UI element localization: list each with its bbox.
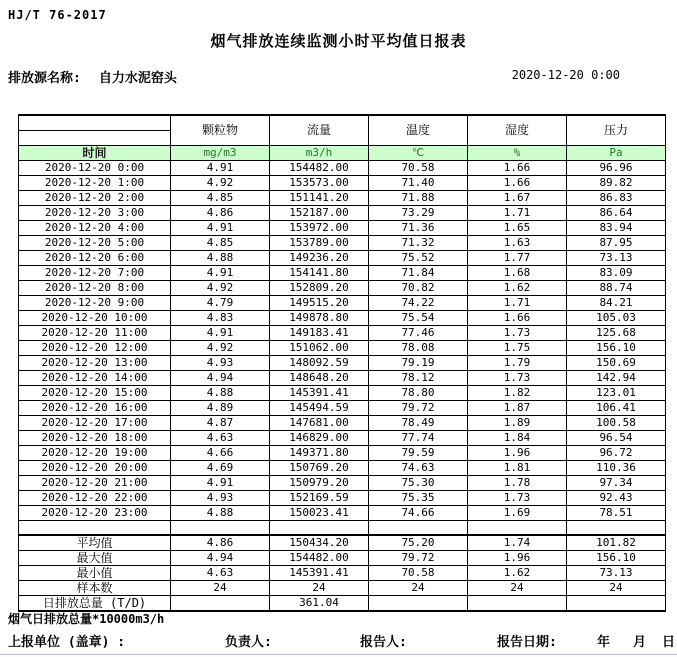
value-cell: 70.58 [369, 566, 468, 581]
value-cell: 1.65 [468, 221, 567, 236]
value-cell: 97.34 [567, 476, 666, 491]
summary-rows [19, 535, 666, 611]
value-cell: 145391.41 [270, 386, 369, 401]
table-row [19, 431, 666, 446]
spacer-cell [171, 521, 270, 536]
table-row [19, 371, 666, 386]
value-cell: 1.78 [468, 476, 567, 491]
value-cell: 1.82 [468, 386, 567, 401]
value-cell: 4.91 [171, 221, 270, 236]
value-cell: 105.03 [567, 311, 666, 326]
value-cell: 73.29 [369, 206, 468, 221]
time-cell: 2020-12-20 0:00 [19, 161, 171, 176]
value-cell: 154482.00 [270, 551, 369, 566]
value-cell: 4.92 [171, 281, 270, 296]
month-label: 月 [633, 635, 647, 650]
table-row [19, 266, 666, 281]
unit-cell-humidity: % [468, 146, 567, 161]
table-row [19, 251, 666, 266]
value-cell: 24 [369, 581, 468, 596]
value-cell: 4.85 [171, 236, 270, 251]
value-cell: 4.91 [171, 266, 270, 281]
table-row [19, 281, 666, 296]
value-cell: 4.66 [171, 446, 270, 461]
value-cell: 24 [270, 581, 369, 596]
value-cell: 123.01 [567, 386, 666, 401]
value-cell: 79.72 [369, 551, 468, 566]
value-cell: 73.13 [567, 251, 666, 266]
page-title: 烟气排放连续监测小时平均值日报表 [210, 32, 467, 50]
spacer-row [19, 521, 666, 536]
value-cell: 1.75 [468, 341, 567, 356]
value-cell: 88.74 [567, 281, 666, 296]
value-cell: 77.46 [369, 326, 468, 341]
value-cell: 361.04 [270, 596, 369, 612]
header-empty-cell [19, 131, 171, 146]
responsible-person-label: 负责人: [225, 635, 272, 650]
time-cell: 2020-12-20 6:00 [19, 251, 171, 266]
value-cell: 148648.20 [270, 371, 369, 386]
header-empty-cell [19, 115, 171, 131]
time-cell: 2020-12-20 23:00 [19, 506, 171, 521]
emission-source-name: 自力水泥窑头 [98, 71, 177, 86]
value-cell: 147681.00 [270, 416, 369, 431]
header-row-units [19, 146, 666, 161]
value-cell: 151062.00 [270, 341, 369, 356]
table-row [19, 506, 666, 521]
table-row [19, 416, 666, 431]
value-cell: 154482.00 [270, 161, 369, 176]
value-cell: 4.93 [171, 491, 270, 506]
value-cell: 4.69 [171, 461, 270, 476]
value-cell: 150023.41 [270, 506, 369, 521]
value-cell: 24 [171, 581, 270, 596]
value-cell: 75.20 [369, 535, 468, 551]
table-row [19, 386, 666, 401]
value-cell: 142.94 [567, 371, 666, 386]
emission-source-line [8, 67, 177, 86]
value-cell: 125.68 [567, 326, 666, 341]
year-label: 年 [597, 635, 611, 650]
value-cell: 75.52 [369, 251, 468, 266]
report-date-label: 报告日期: [497, 635, 557, 650]
time-cell: 2020-12-20 15:00 [19, 386, 171, 401]
value-cell [171, 596, 270, 612]
value-cell: 149878.80 [270, 311, 369, 326]
value-cell: 151141.20 [270, 191, 369, 206]
report-datetime: 2020-12-20 0:00 [511, 68, 620, 82]
value-cell: 1.96 [468, 551, 567, 566]
value-cell: 1.66 [468, 161, 567, 176]
time-cell: 2020-12-20 21:00 [19, 476, 171, 491]
bottom-divider [0, 654, 677, 655]
spacer-cell [468, 521, 567, 536]
value-cell: 4.85 [171, 191, 270, 206]
time-cell: 2020-12-20 9:00 [19, 296, 171, 311]
value-cell: 106.41 [567, 401, 666, 416]
summary-label-cell: 样本数 [19, 581, 171, 596]
value-cell: 75.54 [369, 311, 468, 326]
value-cell: 89.82 [567, 176, 666, 191]
value-cell: 148092.59 [270, 356, 369, 371]
value-cell: 4.91 [171, 476, 270, 491]
value-cell: 70.82 [369, 281, 468, 296]
value-cell: 1.96 [468, 446, 567, 461]
table-row [19, 401, 666, 416]
table-row [19, 296, 666, 311]
value-cell [468, 596, 567, 612]
value-cell: 71.32 [369, 236, 468, 251]
value-cell: 110.36 [567, 461, 666, 476]
time-cell: 2020-12-20 10:00 [19, 311, 171, 326]
time-cell: 2020-12-20 14:00 [19, 371, 171, 386]
column-header-flow: 流量 [270, 115, 369, 146]
value-cell: 150.69 [567, 356, 666, 371]
signature-line [0, 631, 677, 650]
unit-cell-flow: m3/h [270, 146, 369, 161]
value-cell: 71.36 [369, 221, 468, 236]
table-row [19, 476, 666, 491]
table-row [19, 551, 666, 566]
value-cell: 1.89 [468, 416, 567, 431]
value-cell: 1.73 [468, 326, 567, 341]
value-cell: 1.84 [468, 431, 567, 446]
value-cell: 96.54 [567, 431, 666, 446]
value-cell: 146829.00 [270, 431, 369, 446]
time-cell: 2020-12-20 11:00 [19, 326, 171, 341]
column-header-pressure: 压力 [567, 115, 666, 146]
value-cell: 78.51 [567, 506, 666, 521]
value-cell: 152187.00 [270, 206, 369, 221]
value-cell: 1.62 [468, 281, 567, 296]
column-header-humidity: 湿度 [468, 115, 567, 146]
value-cell: 152169.59 [270, 491, 369, 506]
time-cell: 2020-12-20 7:00 [19, 266, 171, 281]
value-cell: 24 [567, 581, 666, 596]
time-cell: 2020-12-20 5:00 [19, 236, 171, 251]
spacer-cell [369, 521, 468, 536]
value-cell: 4.91 [171, 161, 270, 176]
value-cell: 1.63 [468, 236, 567, 251]
table-row [19, 446, 666, 461]
daily-total-note: 烟气日排放总量*10000m3/h [8, 612, 165, 626]
value-cell: 92.43 [567, 491, 666, 506]
table-row [19, 311, 666, 326]
unit-cell-temperature: ℃ [369, 146, 468, 161]
summary-label-cell: 最小值 [19, 566, 171, 581]
table-row [19, 161, 666, 176]
time-column-header: 时间 [19, 146, 171, 161]
table-row [19, 326, 666, 341]
value-cell: 4.92 [171, 341, 270, 356]
table-row [19, 535, 666, 551]
value-cell: 1.62 [468, 566, 567, 581]
hourly-rows [19, 161, 666, 521]
time-cell: 2020-12-20 2:00 [19, 191, 171, 206]
header-row-labels [19, 115, 666, 131]
time-cell: 2020-12-20 4:00 [19, 221, 171, 236]
value-cell: 153573.00 [270, 176, 369, 191]
spacer-cell [567, 521, 666, 536]
value-cell: 4.88 [171, 251, 270, 266]
value-cell: 145494.59 [270, 401, 369, 416]
standard-code: HJ/T 76-2017 [8, 8, 107, 22]
value-cell: 1.74 [468, 535, 567, 551]
value-cell: 75.30 [369, 476, 468, 491]
value-cell: 78.49 [369, 416, 468, 431]
value-cell: 4.94 [171, 371, 270, 386]
time-cell: 2020-12-20 16:00 [19, 401, 171, 416]
value-cell: 149183.41 [270, 326, 369, 341]
value-cell: 1.77 [468, 251, 567, 266]
value-cell: 74.22 [369, 296, 468, 311]
table-row [19, 461, 666, 476]
value-cell: 1.66 [468, 311, 567, 326]
value-cell: 77.74 [369, 431, 468, 446]
report-table [18, 114, 666, 612]
value-cell: 4.92 [171, 176, 270, 191]
value-cell: 4.89 [171, 401, 270, 416]
value-cell: 101.82 [567, 535, 666, 551]
table-row [19, 596, 666, 612]
value-cell: 1.68 [468, 266, 567, 281]
value-cell: 1.79 [468, 356, 567, 371]
value-cell: 4.88 [171, 506, 270, 521]
time-cell: 2020-12-20 12:00 [19, 341, 171, 356]
table-row [19, 191, 666, 206]
time-cell: 2020-12-20 1:00 [19, 176, 171, 191]
summary-label-cell: 平均值 [19, 535, 171, 551]
value-cell: 71.88 [369, 191, 468, 206]
value-cell: 4.86 [171, 206, 270, 221]
value-cell: 4.83 [171, 311, 270, 326]
value-cell: 86.83 [567, 191, 666, 206]
table-row [19, 491, 666, 506]
value-cell: 79.19 [369, 356, 468, 371]
value-cell: 24 [468, 581, 567, 596]
value-cell: 1.66 [468, 176, 567, 191]
value-cell: 74.66 [369, 506, 468, 521]
time-cell: 2020-12-20 18:00 [19, 431, 171, 446]
value-cell: 73.13 [567, 566, 666, 581]
value-cell: 71.40 [369, 176, 468, 191]
report-unit-label: 上报单位 (盖章) : [8, 635, 126, 650]
table-row [19, 176, 666, 191]
value-cell: 4.79 [171, 296, 270, 311]
time-cell: 2020-12-20 22:00 [19, 491, 171, 506]
value-cell: 1.73 [468, 371, 567, 386]
value-cell: 152809.20 [270, 281, 369, 296]
table-row [19, 341, 666, 356]
value-cell: 1.71 [468, 296, 567, 311]
value-cell: 145391.41 [270, 566, 369, 581]
value-cell: 153972.00 [270, 221, 369, 236]
table-row [19, 236, 666, 251]
table-row [19, 206, 666, 221]
value-cell: 1.81 [468, 461, 567, 476]
emission-source-label: 排放源名称: [8, 71, 81, 86]
spacer-cell [19, 521, 171, 536]
table-row [19, 581, 666, 596]
spacer-cell [270, 521, 369, 536]
value-cell: 149371.80 [270, 446, 369, 461]
time-cell: 2020-12-20 13:00 [19, 356, 171, 371]
reporter-label: 报告人: [360, 635, 407, 650]
value-cell [567, 596, 666, 612]
value-cell: 1.67 [468, 191, 567, 206]
value-cell: 71.84 [369, 266, 468, 281]
value-cell: 74.63 [369, 461, 468, 476]
value-cell: 4.63 [171, 566, 270, 581]
value-cell: 79.72 [369, 401, 468, 416]
value-cell: 78.12 [369, 371, 468, 386]
table-row [19, 566, 666, 581]
value-cell: 96.96 [567, 161, 666, 176]
value-cell: 1.87 [468, 401, 567, 416]
value-cell: 1.69 [468, 506, 567, 521]
value-cell: 79.59 [369, 446, 468, 461]
value-cell: 4.87 [171, 416, 270, 431]
value-cell: 100.58 [567, 416, 666, 431]
time-cell: 2020-12-20 17:00 [19, 416, 171, 431]
value-cell [369, 596, 468, 612]
value-cell: 83.09 [567, 266, 666, 281]
value-cell: 4.63 [171, 431, 270, 446]
time-cell: 2020-12-20 19:00 [19, 446, 171, 461]
value-cell: 150434.20 [270, 535, 369, 551]
value-cell: 149515.20 [270, 296, 369, 311]
spacer-row-body [19, 521, 666, 536]
value-cell: 156.10 [567, 551, 666, 566]
time-cell: 2020-12-20 8:00 [19, 281, 171, 296]
value-cell: 4.88 [171, 386, 270, 401]
value-cell: 4.91 [171, 326, 270, 341]
unit-cell-particulate: mg/m3 [171, 146, 270, 161]
value-cell: 4.86 [171, 535, 270, 551]
column-header-particulate: 颗粒物 [171, 115, 270, 146]
table-row [19, 221, 666, 236]
table-row [19, 356, 666, 371]
value-cell: 4.94 [171, 551, 270, 566]
value-cell: 96.72 [567, 446, 666, 461]
time-cell: 2020-12-20 3:00 [19, 206, 171, 221]
value-cell: 75.35 [369, 491, 468, 506]
value-cell: 78.08 [369, 341, 468, 356]
value-cell: 154141.80 [270, 266, 369, 281]
value-cell: 1.71 [468, 206, 567, 221]
value-cell: 149236.20 [270, 251, 369, 266]
value-cell: 156.10 [567, 341, 666, 356]
time-cell: 2020-12-20 20:00 [19, 461, 171, 476]
value-cell: 83.94 [567, 221, 666, 236]
value-cell: 87.95 [567, 236, 666, 251]
value-cell: 150979.20 [270, 476, 369, 491]
summary-label-cell: 最大值 [19, 551, 171, 566]
day-label: 日 [662, 635, 676, 650]
value-cell: 150769.20 [270, 461, 369, 476]
value-cell: 4.93 [171, 356, 270, 371]
value-cell: 78.80 [369, 386, 468, 401]
column-header-temperature: 温度 [369, 115, 468, 146]
unit-cell-pressure: Pa [567, 146, 666, 161]
value-cell: 70.58 [369, 161, 468, 176]
value-cell: 84.21 [567, 296, 666, 311]
value-cell: 86.64 [567, 206, 666, 221]
summary-label-cell: 日排放总量 (T/D) [19, 596, 171, 612]
value-cell: 153789.00 [270, 236, 369, 251]
value-cell: 1.73 [468, 491, 567, 506]
